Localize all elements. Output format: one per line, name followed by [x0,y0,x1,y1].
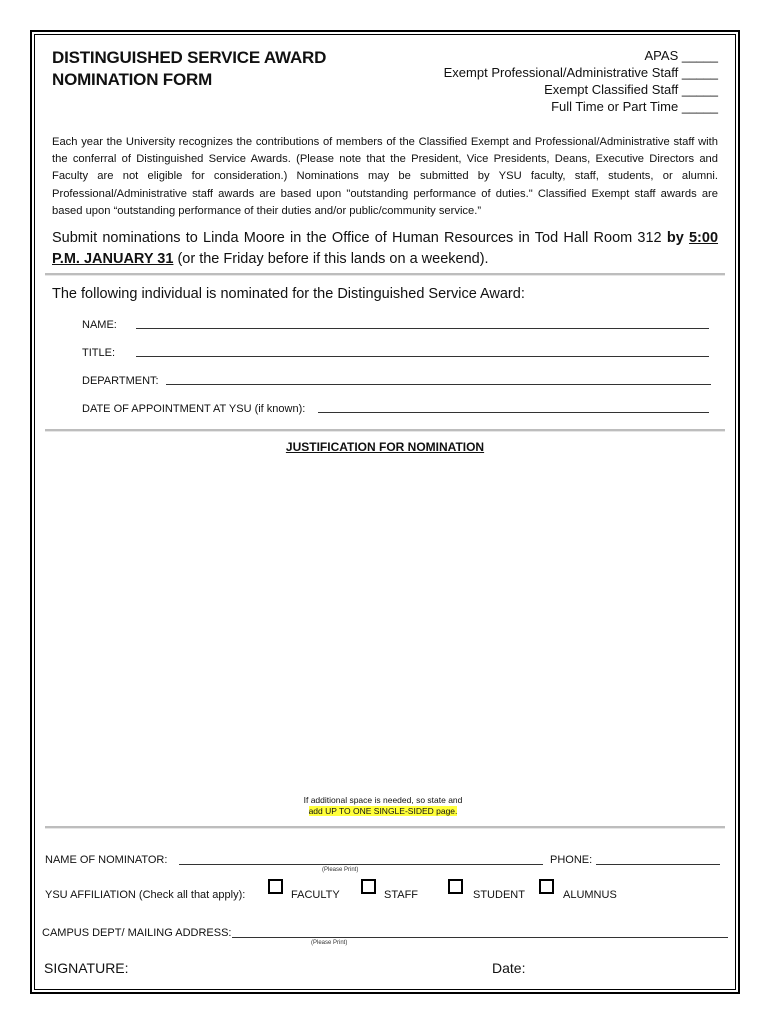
nominator-name-label: NAME OF NOMINATOR: [45,854,168,866]
nominator-name-field[interactable] [179,864,543,865]
submit-suffix: (or the Friday before if this lands on a weekend). [173,251,489,267]
affiliation-label: YSU AFFILIATION (Check all that apply): [45,889,246,901]
staff-label: STAFF [384,889,419,901]
nominator-please-print: (Please Print) [322,867,359,873]
category-apas: APAS _____ [644,48,718,63]
phone-label: PHONE: [550,854,593,866]
address-please-print: (Please Print) [311,940,348,946]
justification-text-area[interactable] [52,462,718,788]
nominee-heading: The following individual is nominated for the Distinguished Service Award: [52,286,525,302]
intro-paragraph: Each year the University recognizes the contributions of members of the Classified Exempt and Professional/Administrative staff with the conferral of Distinguished Service Awards. (Please note that the President, Vice Presidents, Deans, Executive Directors and Faculty are not eligible for consideration.) Nominations may be submitted by YSU faculty, staff, students, or alumni. Professional/Administrative staff awards are based upon "outstanding performance of duties." Classified Exempt staff awards are based upon “outstanding performance of their duties and/or public/community service.” [52,136,718,217]
separator-3 [45,826,725,829]
nominee-appointment-label: DATE OF APPOINTMENT AT YSU (if known): [82,403,306,415]
signature-label: SIGNATURE: [44,960,129,976]
category-exempt-professional: Exempt Professional/Administrative Staff _____ [443,65,718,80]
justification-note-line2 [0,806,766,817]
form-title-line2: NOMINATION FORM [52,70,213,89]
form-title-line1: DISTINGUISHED SERVICE AWARD [52,48,327,67]
category-exempt-classified: Exempt Classified Staff _____ [544,82,718,97]
submit-prefix: Submit nominations to Linda Moore in the Office of Human Resources in Tod Hall Room 312 [52,230,667,246]
nominee-appointment-field[interactable] [318,412,709,413]
nominee-title-label: TITLE: [82,347,116,359]
date-label: Date: [492,960,526,976]
student-label: STUDENT [473,889,525,901]
alumnus-checkbox[interactable] [539,879,554,894]
separator-2 [45,429,725,432]
nominee-department-field[interactable] [166,384,711,385]
signature-field[interactable] [130,958,480,978]
phone-field[interactable] [596,864,720,865]
category-full-part-time: Full Time or Part Time _____ [551,99,718,114]
address-field[interactable] [232,937,728,938]
student-checkbox[interactable] [448,879,463,894]
submit-deadline: 5:00 P.M. JANUARY 31 [52,230,719,267]
justification-note-highlight: add UP TO ONE SINGLE-SIDED page. [308,806,458,816]
separator-1 [45,273,725,276]
nominee-name-field[interactable] [136,328,709,329]
alumnus-label: ALUMNUS [563,889,617,901]
staff-checkbox[interactable] [361,879,376,894]
submission-instructions [52,228,718,270]
nominee-title-field[interactable] [136,356,709,357]
justification-heading: JUSTIFICATION FOR NOMINATION [285,440,485,454]
faculty-label: FACULTY [291,889,340,901]
nominee-department-label: DEPARTMENT: [82,375,159,387]
address-label: CAMPUS DEPT/ MAILING ADDRESS: [42,927,232,939]
nominee-name-label: NAME: [82,319,117,331]
submit-by: by [666,230,684,246]
justification-note-line1: If additional space is needed, so state and [303,795,463,805]
faculty-checkbox[interactable] [268,879,283,894]
date-field[interactable] [530,958,720,978]
